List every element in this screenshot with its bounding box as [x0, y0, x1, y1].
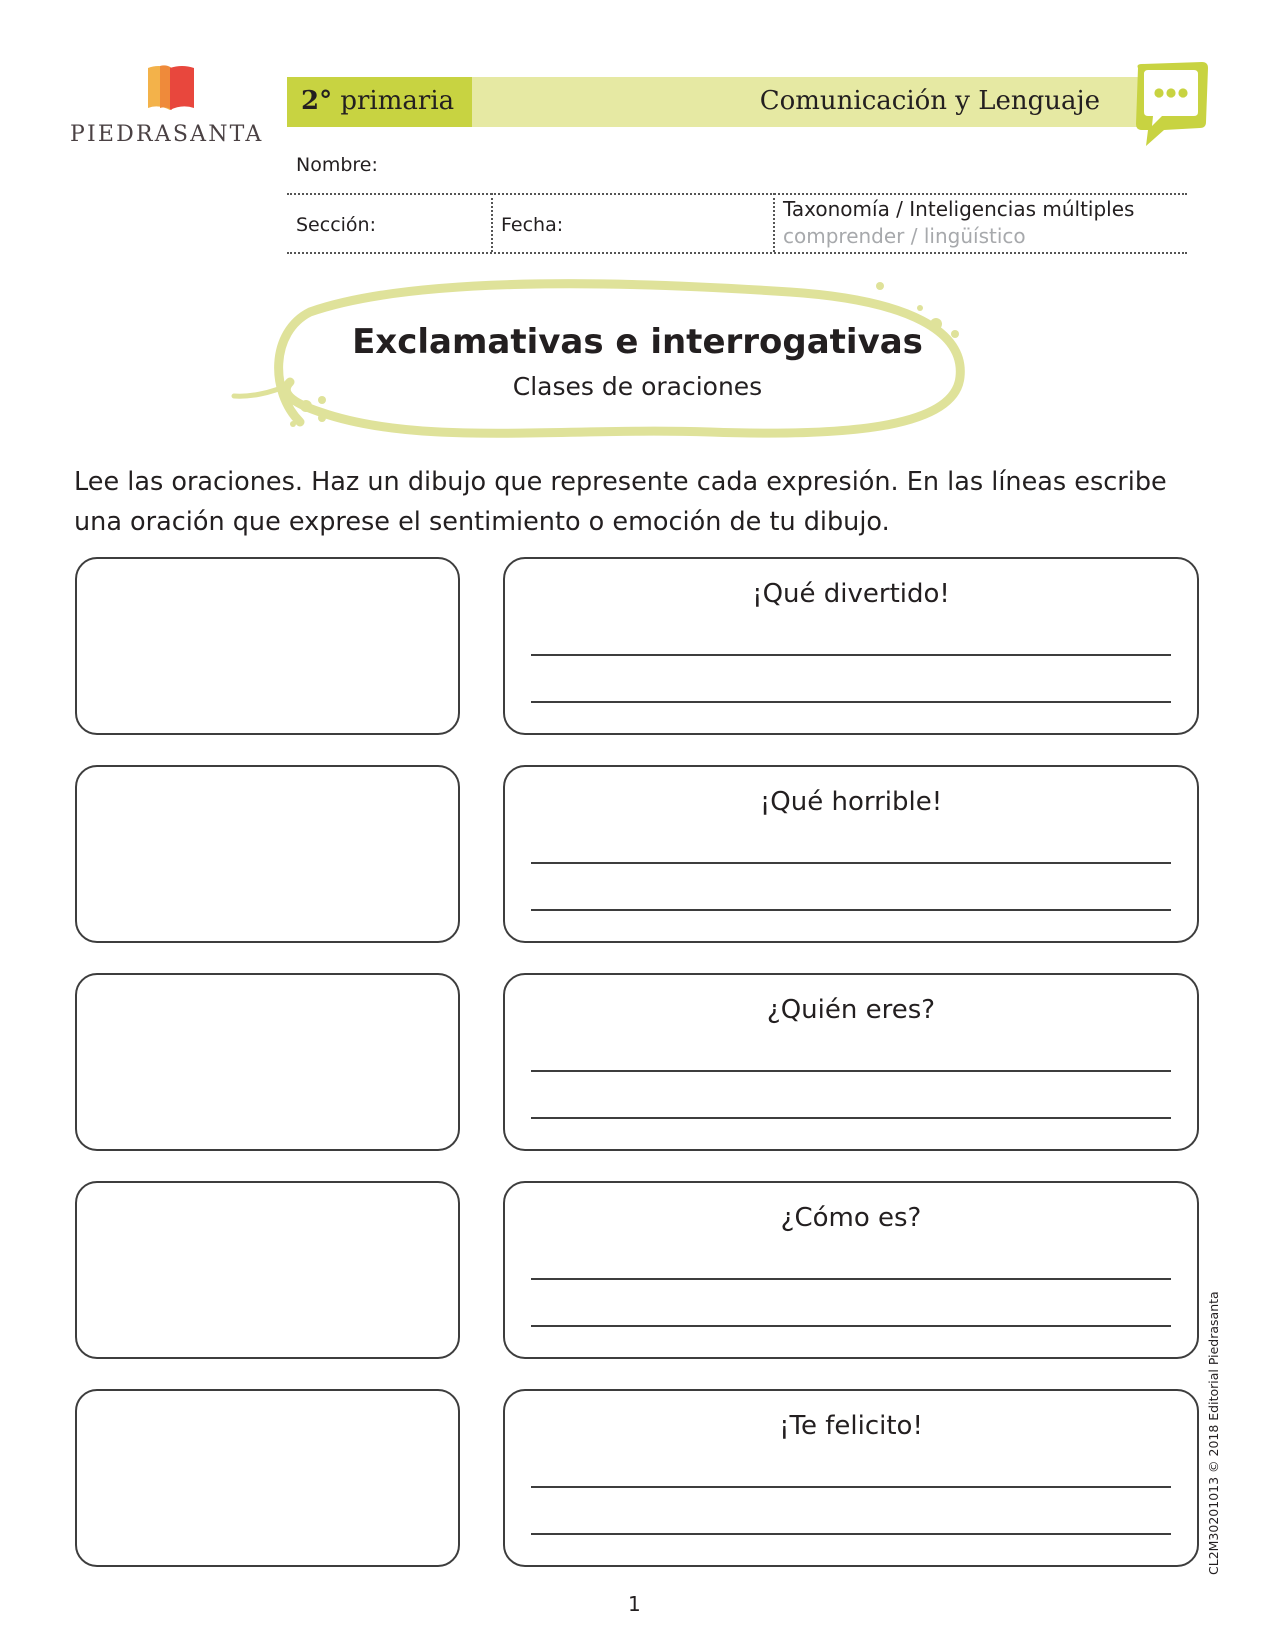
grade-number: 2°: [301, 86, 333, 116]
drawing-box[interactable]: [75, 557, 460, 735]
taxonomy-value: comprender / lingüístico: [783, 224, 1026, 248]
open-book-icon: [146, 62, 196, 112]
section-field-label: Sección:: [296, 214, 376, 236]
subject-title: Comunicación y Lenguaje: [759, 86, 1100, 116]
writing-box[interactable]: [503, 1181, 1199, 1359]
instructions: Lee las oraciones. Haz un dibujo que represente cada expresión. En las líneas escribe una oración que exprese el sentimiento o emoción de tu dibujo.: [74, 467, 1167, 537]
writing-box[interactable]: [503, 557, 1199, 735]
writing-line[interactable]: [531, 909, 1171, 911]
worksheet-subtitle: Clases de oraciones: [512, 372, 763, 401]
chat-bubble-icon: [1128, 60, 1210, 148]
date-field-label: Fecha:: [501, 214, 564, 236]
drawing-box[interactable]: [75, 765, 460, 943]
grade-label: [301, 84, 454, 118]
copyright-credit: CL2M30201013 © 2018 Editorial Piedrasanta: [1206, 1291, 1221, 1575]
taxonomy-label: Taxonomía / Inteligencias múltiples: [783, 197, 1135, 221]
dotted-divider: [287, 193, 1187, 195]
dotted-divider: [287, 252, 1187, 254]
grade-level: primaria: [340, 86, 455, 116]
drawing-box[interactable]: [75, 973, 460, 1151]
publisher-logo: [70, 62, 270, 152]
expression-prompt: ¿Quién eres?: [766, 995, 936, 1025]
writing-line[interactable]: [531, 654, 1171, 656]
title-cloud-decoration: [230, 272, 1000, 452]
expression-prompt: ¡Te felicito!: [779, 1411, 923, 1441]
writing-box[interactable]: [503, 765, 1199, 943]
page-number: 1: [628, 1592, 641, 1616]
writing-line[interactable]: [531, 701, 1171, 703]
dotted-divider: [491, 193, 493, 252]
writing-line[interactable]: [531, 1486, 1171, 1488]
expression-prompt: ¡Qué horrible!: [759, 787, 943, 817]
worksheet-title: Exclamativas e interrogativas: [352, 322, 923, 362]
writing-line[interactable]: [531, 1278, 1171, 1280]
writing-line[interactable]: [531, 1070, 1171, 1072]
expression-prompt: ¡Qué divertido!: [752, 579, 950, 609]
writing-line[interactable]: [531, 1117, 1171, 1119]
writing-line[interactable]: [531, 1533, 1171, 1535]
writing-box[interactable]: [503, 973, 1199, 1151]
drawing-box[interactable]: [75, 1181, 460, 1359]
expression-prompt: ¿Cómo es?: [780, 1203, 922, 1233]
writing-line[interactable]: [531, 1325, 1171, 1327]
writing-box[interactable]: [503, 1389, 1199, 1567]
name-field-label: Nombre:: [296, 154, 378, 176]
publisher-name: PIEDRASANTA: [70, 122, 264, 147]
writing-line[interactable]: [531, 862, 1171, 864]
drawing-box[interactable]: [75, 1389, 460, 1567]
dotted-divider: [773, 193, 775, 252]
